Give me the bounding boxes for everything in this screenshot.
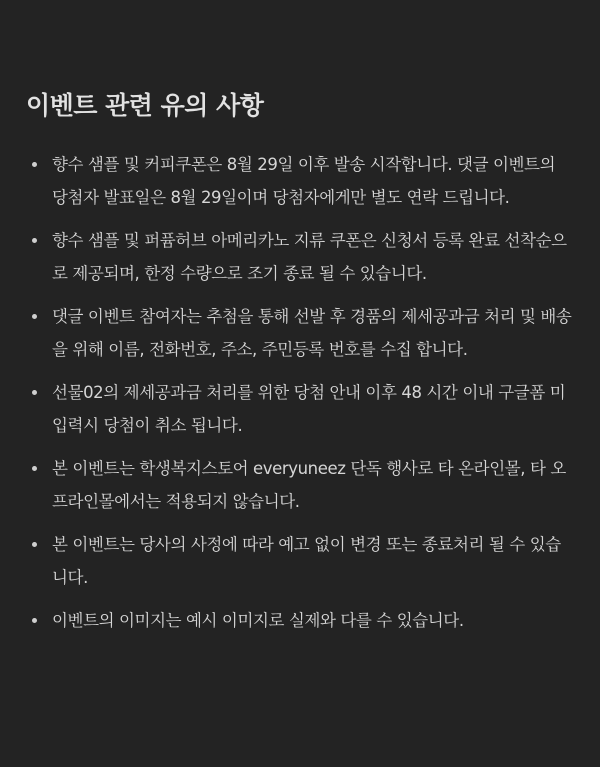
bullet-icon: [32, 238, 37, 243]
bullet-icon: [32, 618, 37, 623]
notice-item: [26, 376, 574, 442]
notice-list: [26, 148, 574, 647]
bullet-icon: [32, 390, 37, 395]
notice-title: 이벤트 관련 유의 사항: [26, 91, 264, 120]
notice-item: [26, 300, 574, 366]
notice-item: [26, 452, 574, 518]
bullet-icon: [32, 162, 37, 167]
notice-item-text: 선물02의 제세공과금 처리를 위한 당첨 안내 이후 48 시간 이내 구글폼 미입력시 당첨이 취소 됩니다.: [52, 383, 566, 435]
notice-item-text: 향수 샘플 및 퍼퓸허브 아메리카노 지류 쿠폰은 신청서 등록 완료 선착순으로 제공되며, 한정 수량으로 조기 종료 될 수 있습니다.: [52, 231, 567, 283]
notice-item-text: 본 이벤트는 학생복지스토어 everyuneez 단독 행사로 타 온라인몰, 타 오프라인몰에서는 적용되지 않습니다.: [52, 459, 566, 511]
notice-item-text: 이벤트의 이미지는 예시 이미지로 실제와 다를 수 있습니다.: [52, 611, 464, 630]
notice-item-text: 본 이벤트는 당사의 사정에 따라 예고 없이 변경 또는 종료처리 될 수 있습니다.: [52, 535, 561, 587]
bullet-icon: [32, 542, 37, 547]
bullet-icon: [32, 466, 37, 471]
notice-item: [26, 528, 574, 594]
notice-item-text: 댓글 이벤트 참여자는 추첨을 통해 선발 후 경품의 제세공과금 처리 및 배송을 위해 이름, 전화번호, 주소, 주민등록 번호를 수집 합니다.: [52, 307, 572, 359]
notice-item: [26, 148, 574, 214]
notice-item: [26, 604, 574, 637]
notice-item-text: 향수 샘플 및 커피쿠폰은 8월 29일 이후 발송 시작합니다. 댓글 이벤트의 당첨자 발표일은 8월 29일이며 당첨자에게만 별도 연락 드립니다.: [52, 155, 556, 207]
bullet-icon: [32, 314, 37, 319]
notice-item: [26, 224, 574, 290]
